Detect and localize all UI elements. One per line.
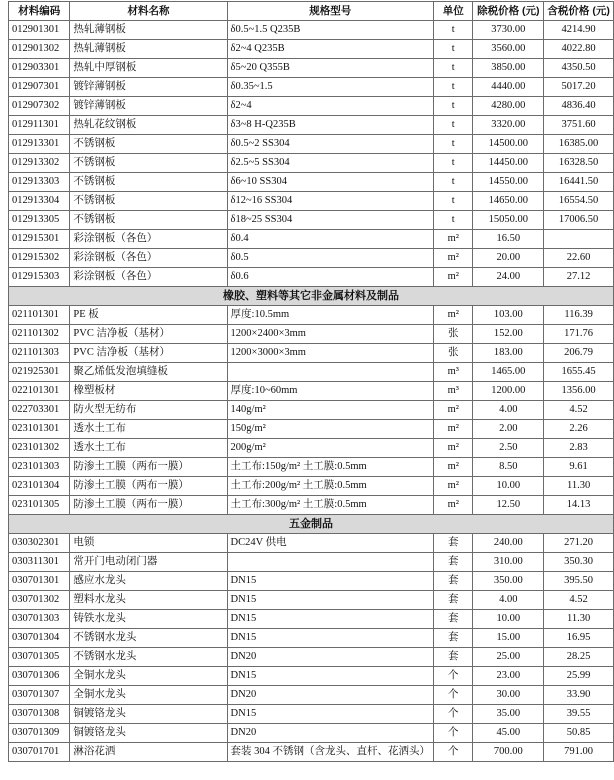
price-in-tax-cell: 33.90: [544, 686, 614, 705]
price-in-tax-cell: 4214.90: [544, 21, 614, 40]
material-name-cell: 感应水龙头: [70, 572, 227, 591]
price-ex-tax-cell: 35.00: [473, 705, 544, 724]
table-row: [9, 268, 614, 287]
material-name-cell: 防渗土工膜（两布一膜）: [70, 496, 227, 515]
material-code-cell: 023101303: [9, 458, 70, 477]
spec-cell: DN15: [227, 705, 434, 724]
unit-cell: 张: [434, 325, 473, 344]
price-in-tax-cell: 50.85: [544, 724, 614, 743]
table-row: [9, 420, 614, 439]
material-name-cell: 防渗土工膜（两布一膜）: [70, 458, 227, 477]
spec-cell: 200g/m²: [227, 439, 434, 458]
material-name-cell: 镀锌薄钢板: [70, 78, 227, 97]
spec-cell: DN15: [227, 667, 434, 686]
table-row: [9, 401, 614, 420]
price-in-tax-cell: 4.52: [544, 401, 614, 420]
price-in-tax-cell: 16554.50: [544, 192, 614, 211]
material-name-cell: 不锈钢板: [70, 211, 227, 230]
material-name-cell: 不锈钢板: [70, 173, 227, 192]
table-row: [9, 249, 614, 268]
unit-cell: t: [434, 154, 473, 173]
material-name-cell: 全铜水龙头: [70, 667, 227, 686]
material-code-cell: 030701309: [9, 724, 70, 743]
price-in-tax-cell: 1655.45: [544, 363, 614, 382]
material-name-cell: 透水土工布: [70, 439, 227, 458]
table-row: [9, 458, 614, 477]
material-code-cell: 030311301: [9, 553, 70, 572]
table-row: [9, 382, 614, 401]
material-code-cell: 030701306: [9, 667, 70, 686]
price-in-tax-cell: 395.50: [544, 572, 614, 591]
price-ex-tax-cell: 8.50: [473, 458, 544, 477]
price-ex-tax-cell: 350.00: [473, 572, 544, 591]
spec-cell: 1200×3000×3mm: [227, 344, 434, 363]
material-code-cell: 030701303: [9, 610, 70, 629]
unit-cell: 个: [434, 686, 473, 705]
unit-cell: t: [434, 173, 473, 192]
material-code-cell: 030701305: [9, 648, 70, 667]
price-in-tax-cell: 2.83: [544, 439, 614, 458]
table-body: [9, 21, 614, 762]
unit-cell: t: [434, 211, 473, 230]
price-in-tax-cell: 271.20: [544, 534, 614, 553]
price-ex-tax-cell: 15.00: [473, 629, 544, 648]
material-name-cell: 彩涂钢板（各色）: [70, 230, 227, 249]
unit-cell: 个: [434, 705, 473, 724]
price-ex-tax-cell: 16.50: [473, 230, 544, 249]
spec-cell: δ0.5~1.5 Q235B: [227, 21, 434, 40]
price-ex-tax-cell: 2.00: [473, 420, 544, 439]
material-code-cell: 012903301: [9, 59, 70, 78]
table-row: [9, 705, 614, 724]
price-ex-tax-cell: 3850.00: [473, 59, 544, 78]
price-ex-tax-cell: 310.00: [473, 553, 544, 572]
table-row: [9, 363, 614, 382]
price-in-tax-cell: 206.79: [544, 344, 614, 363]
unit-cell: 套: [434, 629, 473, 648]
price-in-tax-cell: 28.25: [544, 648, 614, 667]
spec-cell: 土工布:300g/m² 土工膜:0.5mm: [227, 496, 434, 515]
unit-cell: m²: [434, 401, 473, 420]
unit-cell: m³: [434, 382, 473, 401]
material-code-cell: 030701701: [9, 743, 70, 762]
header-code: 材料编码: [9, 2, 70, 21]
price-in-tax-cell: 1356.00: [544, 382, 614, 401]
material-code-cell: 012901302: [9, 40, 70, 59]
spec-cell: 土工布:200g/m² 土工膜:0.5mm: [227, 477, 434, 496]
unit-cell: 套: [434, 591, 473, 610]
price-ex-tax-cell: 20.00: [473, 249, 544, 268]
material-code-cell: 022703301: [9, 401, 70, 420]
material-code-cell: 012915303: [9, 268, 70, 287]
price-ex-tax-cell: 14500.00: [473, 135, 544, 154]
unit-cell: 张: [434, 344, 473, 363]
material-code-cell: 012915301: [9, 230, 70, 249]
price-ex-tax-cell: 3730.00: [473, 21, 544, 40]
material-name-cell: 彩涂钢板（各色）: [70, 268, 227, 287]
section-header-row: [9, 515, 614, 534]
price-ex-tax-cell: 14450.00: [473, 154, 544, 173]
table-row: [9, 230, 614, 249]
header-price-ex-tax: 除税价格 (元): [473, 2, 544, 21]
spec-cell: DN20: [227, 648, 434, 667]
spec-cell: δ0.35~1.5: [227, 78, 434, 97]
material-code-cell: 012913304: [9, 192, 70, 211]
table-row: [9, 724, 614, 743]
table-row: [9, 439, 614, 458]
unit-cell: m²: [434, 230, 473, 249]
price-ex-tax-cell: 3320.00: [473, 116, 544, 135]
material-name-cell: 热轧薄钢板: [70, 40, 227, 59]
table-row: [9, 97, 614, 116]
material-name-cell: 聚乙烯低发泡填缝板: [70, 363, 227, 382]
price-in-tax-cell: 4836.40: [544, 97, 614, 116]
material-name-cell: 淋浴花洒: [70, 743, 227, 762]
material-code-cell: 030701307: [9, 686, 70, 705]
price-in-tax-cell: 27.12: [544, 268, 614, 287]
price-table: [8, 1, 614, 762]
material-name-cell: 热轧花纹钢板: [70, 116, 227, 135]
table-row: [9, 610, 614, 629]
price-in-tax-cell: 16328.50: [544, 154, 614, 173]
spec-cell: δ0.6: [227, 268, 434, 287]
price-in-tax-cell: 25.99: [544, 667, 614, 686]
unit-cell: m²: [434, 306, 473, 325]
price-ex-tax-cell: 700.00: [473, 743, 544, 762]
unit-cell: t: [434, 135, 473, 154]
price-in-tax-cell: 5017.20: [544, 78, 614, 97]
spec-cell: [227, 363, 434, 382]
material-name-cell: 彩涂钢板（各色）: [70, 249, 227, 268]
material-name-cell: PVC 洁净板（基材）: [70, 344, 227, 363]
spec-cell: 厚度:10~60mm: [227, 382, 434, 401]
price-ex-tax-cell: 152.00: [473, 325, 544, 344]
material-code-cell: 012907302: [9, 97, 70, 116]
header-unit: 单位: [434, 2, 473, 21]
header-spec: 规格型号: [227, 2, 434, 21]
spec-cell: δ0.5: [227, 249, 434, 268]
material-name-cell: 不锈钢板: [70, 135, 227, 154]
unit-cell: m²: [434, 496, 473, 515]
table-row: [9, 667, 614, 686]
material-name-cell: PE 板: [70, 306, 227, 325]
price-in-tax-cell: 17006.50: [544, 211, 614, 230]
section-title: 五金制品: [9, 515, 614, 534]
material-name-cell: 铸铁水龙头: [70, 610, 227, 629]
price-ex-tax-cell: 1200.00: [473, 382, 544, 401]
material-code-cell: 023101301: [9, 420, 70, 439]
table-row: [9, 686, 614, 705]
price-ex-tax-cell: 14550.00: [473, 173, 544, 192]
spec-cell: DC24V 供电: [227, 534, 434, 553]
material-code-cell: 012901301: [9, 21, 70, 40]
material-name-cell: 热轧中厚钢板: [70, 59, 227, 78]
spec-cell: DN15: [227, 591, 434, 610]
material-code-cell: 012907301: [9, 78, 70, 97]
spec-cell: 套装 304 不锈钢（含龙头、直杆、花洒头）: [227, 743, 434, 762]
material-code-cell: 012915302: [9, 249, 70, 268]
material-code-cell: 012913303: [9, 173, 70, 192]
spec-cell: 1200×2400×3mm: [227, 325, 434, 344]
table-row: [9, 344, 614, 363]
material-code-cell: 023101305: [9, 496, 70, 515]
price-ex-tax-cell: 4440.00: [473, 78, 544, 97]
spec-cell: DN15: [227, 610, 434, 629]
price-ex-tax-cell: 10.00: [473, 610, 544, 629]
unit-cell: t: [434, 192, 473, 211]
price-ex-tax-cell: 15050.00: [473, 211, 544, 230]
price-ex-tax-cell: 1465.00: [473, 363, 544, 382]
section-header-row: [9, 287, 614, 306]
price-ex-tax-cell: 24.00: [473, 268, 544, 287]
spec-cell: δ6~10 SS304: [227, 173, 434, 192]
price-ex-tax-cell: 12.50: [473, 496, 544, 515]
table-row: [9, 21, 614, 40]
table-row: [9, 211, 614, 230]
spec-cell: 150g/m²: [227, 420, 434, 439]
spec-cell: 140g/m²: [227, 401, 434, 420]
price-ex-tax-cell: 2.50: [473, 439, 544, 458]
price-in-tax-cell: 39.55: [544, 705, 614, 724]
price-ex-tax-cell: 4280.00: [473, 97, 544, 116]
material-code-cell: 012913302: [9, 154, 70, 173]
price-ex-tax-cell: 103.00: [473, 306, 544, 325]
material-name-cell: 不锈钢板: [70, 154, 227, 173]
spec-cell: δ12~16 SS304: [227, 192, 434, 211]
table-row: [9, 553, 614, 572]
material-code-cell: 012913305: [9, 211, 70, 230]
table-row: [9, 40, 614, 59]
price-in-tax-cell: 350.30: [544, 553, 614, 572]
price-in-tax-cell: [544, 230, 614, 249]
material-code-cell: 023101302: [9, 439, 70, 458]
spec-cell: δ5~20 Q355B: [227, 59, 434, 78]
material-code-cell: 023101304: [9, 477, 70, 496]
unit-cell: 套: [434, 572, 473, 591]
material-code-cell: 030701304: [9, 629, 70, 648]
material-code-cell: 012913301: [9, 135, 70, 154]
table-row: [9, 743, 614, 762]
price-in-tax-cell: 2.26: [544, 420, 614, 439]
unit-cell: m²: [434, 268, 473, 287]
price-ex-tax-cell: 30.00: [473, 686, 544, 705]
material-code-cell: 030302301: [9, 534, 70, 553]
price-ex-tax-cell: 45.00: [473, 724, 544, 743]
table-row: [9, 629, 614, 648]
price-in-tax-cell: 171.76: [544, 325, 614, 344]
material-name-cell: 镀锌薄钢板: [70, 97, 227, 116]
table-row: [9, 135, 614, 154]
material-name-cell: 铜镀铬龙头: [70, 724, 227, 743]
table-row: [9, 325, 614, 344]
unit-cell: t: [434, 21, 473, 40]
header-row: [9, 2, 614, 21]
material-code-cell: 021925301: [9, 363, 70, 382]
unit-cell: m²: [434, 477, 473, 496]
material-name-cell: 橡塑板材: [70, 382, 227, 401]
price-in-tax-cell: 4350.50: [544, 59, 614, 78]
spec-cell: δ2.5~5 SS304: [227, 154, 434, 173]
material-name-cell: 防渗土工膜（两布一膜）: [70, 477, 227, 496]
material-name-cell: 热轧薄钢板: [70, 21, 227, 40]
material-code-cell: 012911301: [9, 116, 70, 135]
price-ex-tax-cell: 14650.00: [473, 192, 544, 211]
material-name-cell: 塑料水龙头: [70, 591, 227, 610]
unit-cell: m²: [434, 439, 473, 458]
section-title: 橡胶、塑料等其它非金属材料及制品: [9, 287, 614, 306]
price-in-tax-cell: 4.52: [544, 591, 614, 610]
price-in-tax-cell: 14.13: [544, 496, 614, 515]
spec-cell: δ18~25 SS304: [227, 211, 434, 230]
spec-cell: δ2~4 Q235B: [227, 40, 434, 59]
table-row: [9, 116, 614, 135]
material-name-cell: 全铜水龙头: [70, 686, 227, 705]
spec-cell: δ0.4: [227, 230, 434, 249]
header-price-in-tax: 含税价格 (元): [544, 2, 614, 21]
spec-cell: δ0.5~2 SS304: [227, 135, 434, 154]
unit-cell: t: [434, 59, 473, 78]
price-ex-tax-cell: 3560.00: [473, 40, 544, 59]
spec-cell: DN15: [227, 629, 434, 648]
price-ex-tax-cell: 23.00: [473, 667, 544, 686]
material-name-cell: 不锈钢水龙头: [70, 648, 227, 667]
unit-cell: 套: [434, 553, 473, 572]
table-row: [9, 477, 614, 496]
unit-cell: t: [434, 40, 473, 59]
material-name-cell: 常开门电动闭门器: [70, 553, 227, 572]
unit-cell: m²: [434, 458, 473, 477]
table-row: [9, 496, 614, 515]
price-in-tax-cell: 4022.80: [544, 40, 614, 59]
spec-cell: DN20: [227, 686, 434, 705]
price-in-tax-cell: 791.00: [544, 743, 614, 762]
price-in-tax-cell: 22.60: [544, 249, 614, 268]
price-ex-tax-cell: 25.00: [473, 648, 544, 667]
material-code-cell: 030701302: [9, 591, 70, 610]
unit-cell: 个: [434, 743, 473, 762]
material-code-cell: 022101301: [9, 382, 70, 401]
table-row: [9, 192, 614, 211]
material-name-cell: 电锁: [70, 534, 227, 553]
material-name-cell: 不锈钢板: [70, 192, 227, 211]
unit-cell: 套: [434, 610, 473, 629]
price-ex-tax-cell: 4.00: [473, 401, 544, 420]
spec-cell: [227, 553, 434, 572]
price-in-tax-cell: 116.39: [544, 306, 614, 325]
spec-cell: 厚度:10.5mm: [227, 306, 434, 325]
price-in-tax-cell: 9.61: [544, 458, 614, 477]
spec-cell: δ3~8 H-Q235B: [227, 116, 434, 135]
unit-cell: m²: [434, 420, 473, 439]
table-row: [9, 572, 614, 591]
unit-cell: t: [434, 78, 473, 97]
material-name-cell: PVC 洁净板（基材）: [70, 325, 227, 344]
unit-cell: 个: [434, 667, 473, 686]
unit-cell: 套: [434, 534, 473, 553]
material-name-cell: 防火型无纺布: [70, 401, 227, 420]
table-row: [9, 648, 614, 667]
table-row: [9, 306, 614, 325]
price-in-tax-cell: 16385.00: [544, 135, 614, 154]
spec-cell: 土工布:150g/m² 土工膜:0.5mm: [227, 458, 434, 477]
table-row: [9, 59, 614, 78]
unit-cell: 套: [434, 648, 473, 667]
table-row: [9, 173, 614, 192]
material-code-cell: 030701301: [9, 572, 70, 591]
table-row: [9, 78, 614, 97]
price-in-tax-cell: 3751.60: [544, 116, 614, 135]
material-code-cell: 021101302: [9, 325, 70, 344]
spec-cell: DN20: [227, 724, 434, 743]
unit-cell: 个: [434, 724, 473, 743]
price-ex-tax-cell: 10.00: [473, 477, 544, 496]
material-name-cell: 透水土工布: [70, 420, 227, 439]
price-ex-tax-cell: 4.00: [473, 591, 544, 610]
table-row: [9, 591, 614, 610]
price-in-tax-cell: 16.95: [544, 629, 614, 648]
spec-cell: δ2~4: [227, 97, 434, 116]
material-name-cell: 不锈钢水龙头: [70, 629, 227, 648]
spec-cell: DN15: [227, 572, 434, 591]
price-in-tax-cell: 11.30: [544, 477, 614, 496]
unit-cell: t: [434, 116, 473, 135]
price-in-tax-cell: 11.30: [544, 610, 614, 629]
price-ex-tax-cell: 183.00: [473, 344, 544, 363]
price-in-tax-cell: 16441.50: [544, 173, 614, 192]
header-name: 材料名称: [70, 2, 227, 21]
material-code-cell: 030701308: [9, 705, 70, 724]
unit-cell: m²: [434, 249, 473, 268]
price-ex-tax-cell: 240.00: [473, 534, 544, 553]
table-row: [9, 534, 614, 553]
unit-cell: t: [434, 97, 473, 116]
table-row: [9, 154, 614, 173]
material-name-cell: 铜镀铬龙头: [70, 705, 227, 724]
material-code-cell: 021101303: [9, 344, 70, 363]
unit-cell: m³: [434, 363, 473, 382]
material-code-cell: 021101301: [9, 306, 70, 325]
